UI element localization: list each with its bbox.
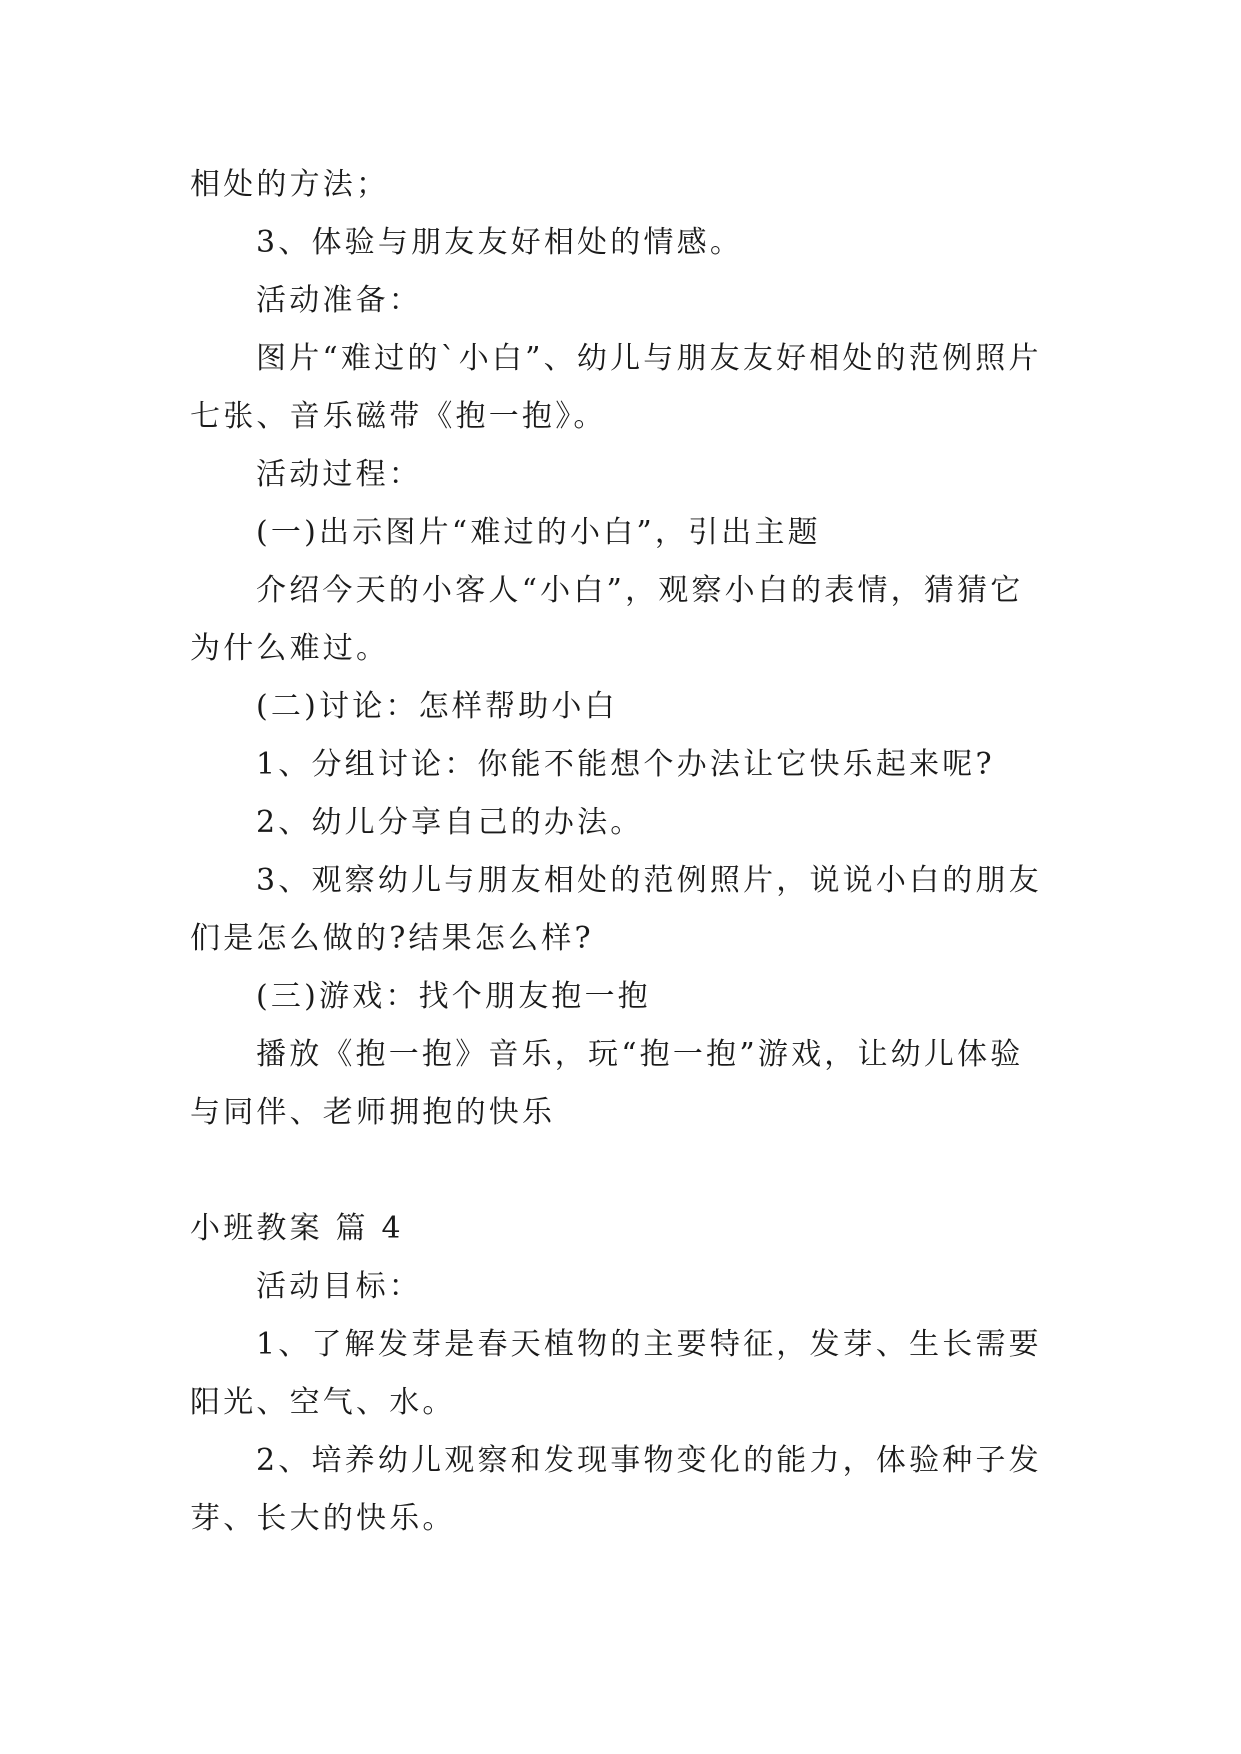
paragraph-line: 2、培养幼儿观察和发现事物变化的能力，体验种子发: [256, 1443, 1042, 1478]
lesson-title: 小班教案 篇 4: [190, 1211, 404, 1246]
paragraph-line: 介绍今天的小客人“小白”，观察小白的表情，猜猜它: [256, 573, 1024, 608]
paragraph-line: 3、体验与朋友友好相处的情感。: [256, 225, 744, 260]
paragraph-line: 1、分组讨论：你能不能想个办法让它快乐起来呢?: [256, 747, 995, 782]
paragraph-line: 1、了解发芽是春天植物的主要特征，发芽、生长需要: [256, 1327, 1042, 1362]
step-heading: (二)讨论：怎样帮助小白: [256, 689, 618, 724]
step-heading: (三)游戏：找个朋友抱一抱: [256, 979, 652, 1014]
paragraph-line: 播放《抱一抱》音乐，玩“抱一抱”游戏，让幼儿体验: [256, 1037, 1024, 1072]
paragraph-line: 相处的方法；: [190, 167, 390, 202]
paragraph-line: 七张、音乐磁带《抱一抱》。: [190, 399, 607, 434]
paragraph-line: 与同伴、老师拥抱的快乐: [190, 1095, 556, 1130]
paragraph-line: 3、观察幼儿与朋友相处的范例照片，说说小白的朋友: [256, 863, 1042, 898]
paragraph-line: 们是怎么做的?结果怎么样?: [190, 921, 594, 956]
step-heading: (一)出示图片“难过的小白”，引出主题: [256, 515, 821, 550]
paragraph-line: 为什么难过。: [190, 631, 390, 666]
paragraph-line: 图片“难过的`小白”、幼儿与朋友友好相处的范例照片: [256, 341, 1042, 376]
paragraph-line: 阳光、空气、水。: [190, 1385, 456, 1420]
paragraph-line: 2、幼儿分享自己的办法。: [256, 805, 644, 840]
section-label: 活动过程：: [256, 457, 422, 492]
section-label: 活动目标：: [256, 1269, 422, 1304]
section-label: 活动准备：: [256, 283, 422, 318]
paragraph-line: 芽、长大的快乐。: [190, 1501, 456, 1536]
